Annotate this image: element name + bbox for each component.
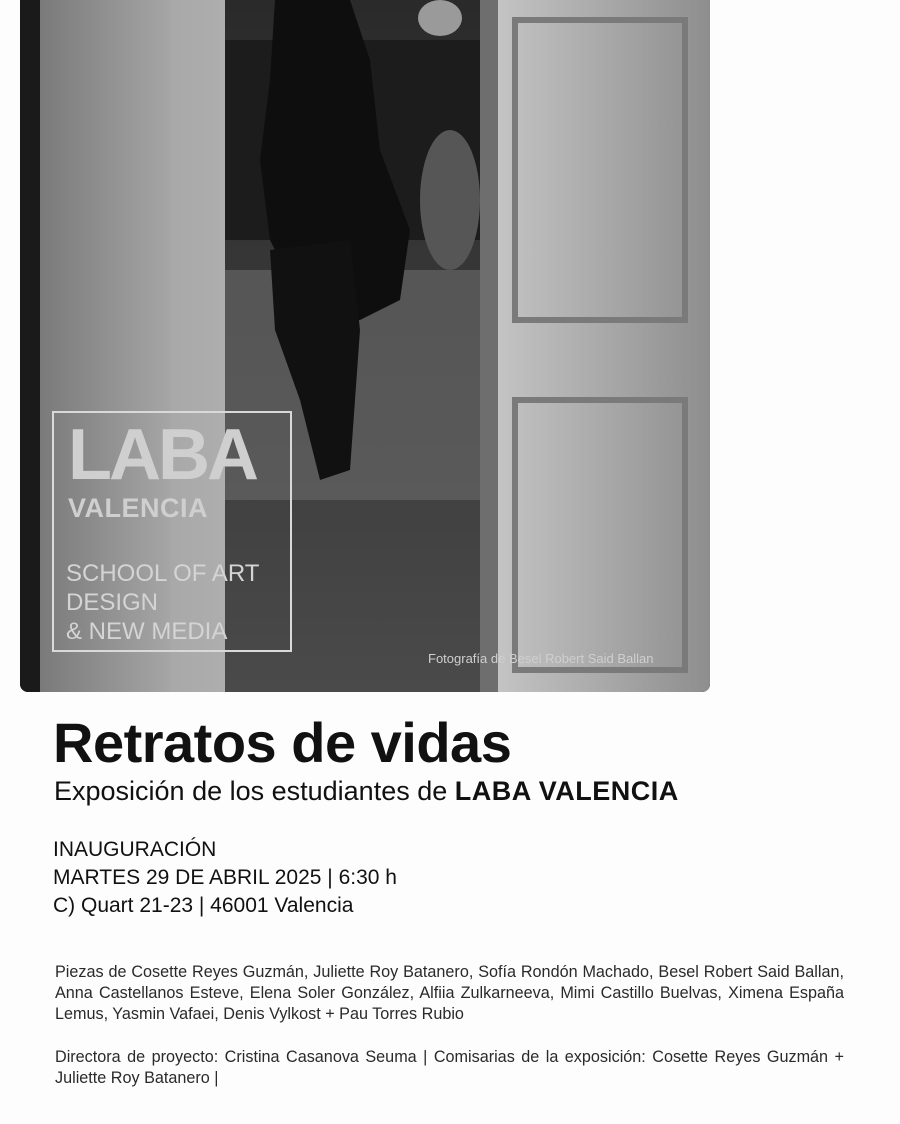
photo-credit: Fotografía de Besel Robert Said Ballan [428, 651, 654, 666]
logo-tagline [66, 559, 259, 646]
logo-line: & NEW MEDIA [66, 618, 228, 645]
subtitle-prefix: Exposición de los estudiantes de [54, 776, 448, 806]
exhibition-title: Retratos de vidas [53, 711, 512, 774]
logo-main-text: LABA [68, 415, 256, 495]
artists-paragraph: Piezas de Cosette Reyes Guzmán, Juliette Roy Batanero, Sofía Rondón Machado, Besel Robert Said Ballan, Anna Castellanos Esteve, Elena Soler González, Alfiia Zulkarneeva, Mimi Castillo Buelvas, Ximena España Lemus, Yasmin Vafaei, Denis Vylkost + Pau Torres Rubio [55, 963, 844, 1023]
event-address: C) Quart 21-23 | 46001 Valencia [53, 894, 354, 917]
subtitle-bold: LABA VALENCIA [454, 776, 679, 806]
event-details [53, 836, 397, 920]
logo-sub-text: VALENCIA [68, 493, 209, 523]
event-date: MARTES 29 DE ABRIL 2025 | 6:30 h [53, 866, 397, 889]
logo-line: DESIGN [66, 589, 159, 616]
exhibition-subtitle [54, 776, 679, 807]
logo-line: SCHOOL OF ART [66, 560, 260, 587]
laba-logo [52, 411, 292, 652]
event-label: INAUGURACIÓN [53, 838, 217, 861]
project-credits: Directora de proyecto: Cristina Casanova Seuma | Comisarias de la exposición: Cosette Reyes Guzmán + Juliette Roy Batanero | [55, 1048, 844, 1087]
